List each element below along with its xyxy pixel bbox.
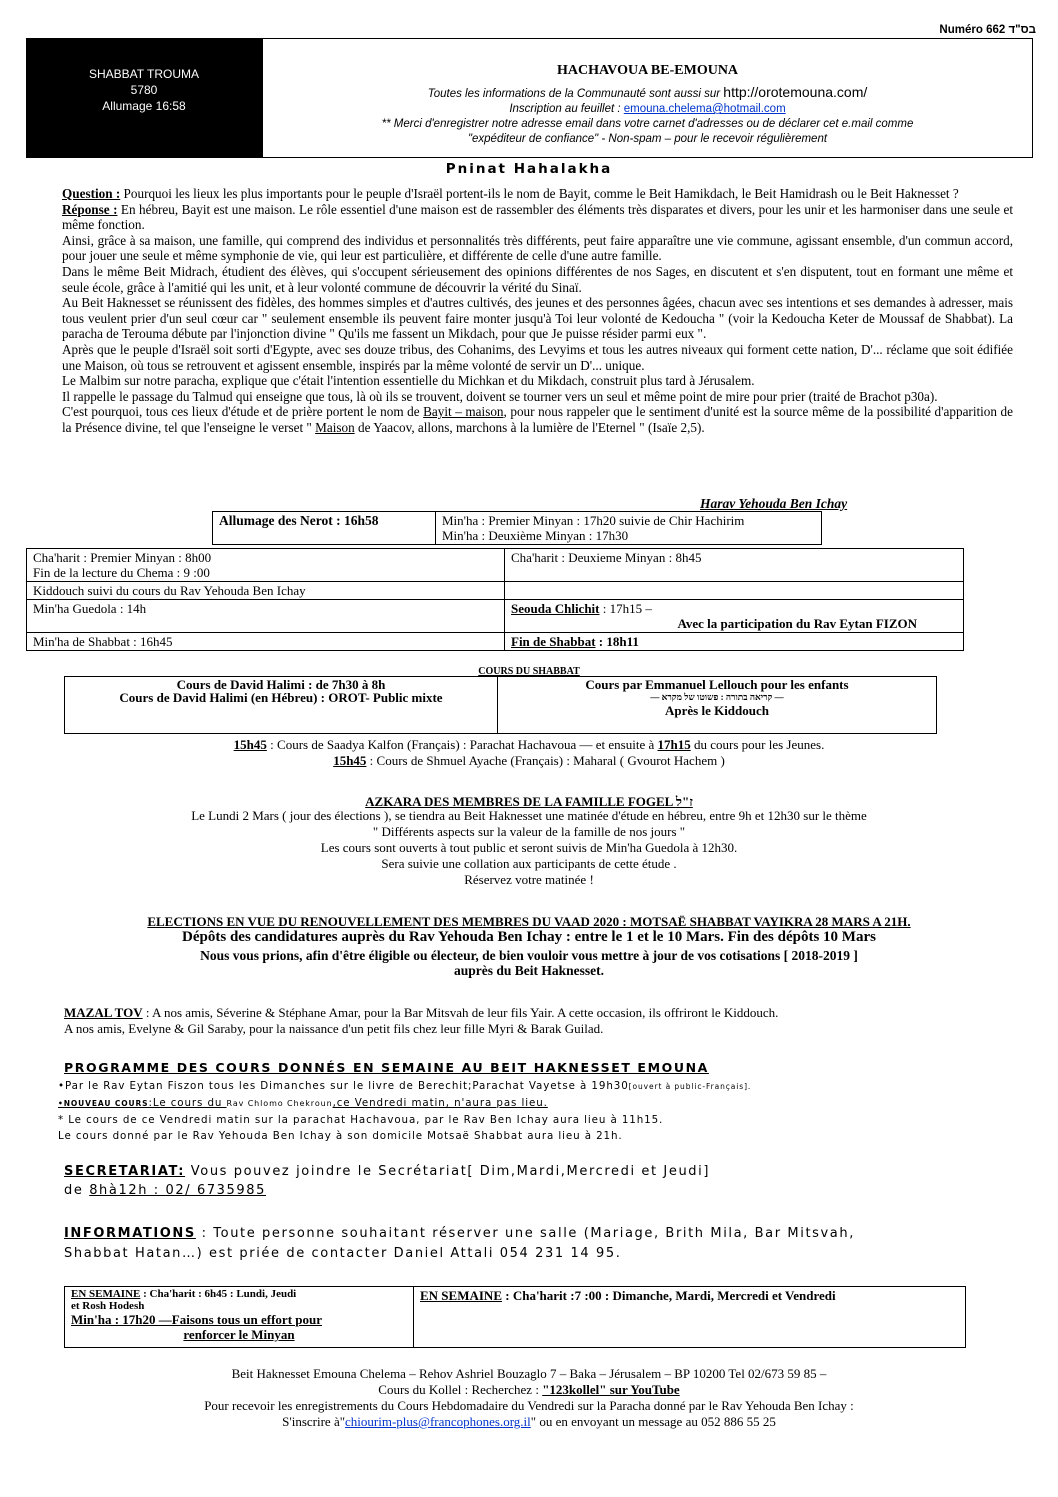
semaine-left: EN SEMAINE : Cha'harit : 6h45 : Lundi, Jeudi et Rosh Hodesh Min'ha : 17h20 ––Faisons tous un effort pour renforcer le Minyan [65,1287,414,1348]
footer-subscribe: S'inscrire à"chiourim-plus@francophones.org.il" ou en envoyant un message au 052 886 55 25 [282,1414,776,1429]
programme-title: PROGRAMME DES COURS DONNÉS EN SEMAINE AU BEIT HAKNESSET EMOUNA [64,1060,709,1075]
header-line-1: Toutes les informations de la Communauté sont aussi sur http://orotemouna.com/ [427,84,868,100]
cours-halimi: Cours de David Halimi : de 7h30 à 8h Cours de David Halimi (en Hébreu) : OROT- Public mixte [65,677,498,734]
secretariat: SECRETARIAT: Vous pouvez joindre le Secrétariat[ Dim,Mardi,Mercredi et Jeudi] de 8hà12h : 02/ 6735985 [64,1164,711,1198]
minha-cell: Min'ha : Premier Minyan : 17h20 suivie de Chir Hachirim Min'ha : Deuxième Minyan : 17h30 [436,512,822,545]
fin-shabbat: Fin de Shabbat : 18h11 [505,633,964,651]
azkara-line: Sera suivie une collation aux participants de cette étude . [381,856,677,871]
programme-item: * Le cours de ce Vendredi matin sur la parachat Hachavoua, par le Rav Ben Ichay aura lieu à 11h15. [58,1114,664,1126]
email-link[interactable]: emouna.chelema@hotmail.com [623,103,786,115]
section-title: Pninat Hahalakha [445,161,613,177]
programme-item: •NOUVEAU COURS:Le cours du Rav Chlomo Chekroun,ce Vendredi matin, n'aura pas lieu. [58,1097,548,1109]
newsletter-title: HACHAVOUA BE-EMOUNA [556,63,739,78]
mazal-tov: MAZAL TOV : A nos amis, Séverine & Stéphane Amar, pour la Bar Mitsvah de leur fils Yair. A cette occasion, ils offriront le Kiddouch. A nos amis, Evelyne & Gil Saraby, pour la naissance d'un petit fils chez leur fille Myri & Barak Guilad. [64,1005,779,1036]
semaine-table [64,1286,966,1348]
issue-number: Numéro 662 בס"ד [939,24,1036,36]
elections-line: Dépôts des candidatures auprès du Rav Yehouda Ben Ichay : entre le 1 et le 10 Mars. Fin des dépôts 10 Mars [182,929,876,945]
cours-lellouch: Cours par Emmanuel Lellouch pour les enfants –– קריאה בתורה : פשוטו של מקרא –– Après le Kiddouch [498,677,937,734]
chaharit-second: Cha'harit : Deuxieme Minyan : 8h45 [505,549,964,582]
article-signature: Harav Yehouda Ben Ichay [700,496,848,511]
question: Question : Pourquoi les lieux les plus importants pour le peuple d'Israël portent-ils le nom de Bayit, comme le Beit Hamikdach, le Beit Hamidrash ou le Beit Haknesset ? [62,186,959,201]
halakha-article [62,186,1013,436]
azkara-line: Le Lundi 2 Mars ( jour des élections ), se tiendra au Beit Haknesset une matinée d'étude en hébreu, entre 9h et 12h30 sur le thème [191,808,867,823]
elections-title: ELECTIONS EN VUE DU RENOUVELLEMENT DES MEMBRES DU VAAD 2020 : MOTSAË SHABBAT VAYIKRA 28 MARS A 21H. [147,914,911,929]
header-box [262,38,1033,158]
youtube-search-link[interactable]: "123kollel" sur YouTube [542,1382,680,1397]
informations: INFORMATIONS : Toute personne souhaitant réserver une salle (Mariage, Brith Mila, Bar Mitsvah, Shabbat Hatan…) est priée de contacter Daniel Attali 054 231 14 95. [64,1226,855,1261]
article-paragraph: Au Beit Haknesset se réunissent des fidèles, des hommes simples et d'autres cultivés, des jeunes et des personnes âgées, chacun avec ses intentions et ses demandes à adresser, mais tous veulent prier d'un seul cœur car " seulement ensemble ils peuvent faire monter jusqu'à Toi leur volonté de Kedoucha " (voir la Kedoucha Keter de Moussaf de Shabbat). La paracha de Terouma débute par l'injonction divine " Qu'ils me fassent un Mikdach, pour que Je puisse résider parmi eux ". [62,295,1013,342]
seouda-chlichit: Seouda Chlichit : 17h15 – Avec la participation du Rav Eytan FIZON [505,600,964,633]
article-paragraph: Le Malbim sur notre paracha, explique que c'était l'intention essentielle du Michkan et du Mikdach, construit plus tard à Jérusalem. [62,373,755,389]
cours-line-kalfon: 15h45 : Cours de Saadya Kalfon (Français) : Parachat Hachavoua –– et ensuite à 17h15 du cours pour les Jeunes. [233,737,825,752]
cours-line-ayache: 15h45 : Cours de Shmuel Ayache (Français) : Maharal ( Gvourot Hachem ) [333,753,725,768]
header-line-4: "expéditeur de confiance" - Non-spam – pour le recevoir régulièrement [467,133,828,145]
article-paragraph: Après que le peuple d'Israël soit sorti d'Egypte, avec ses douze tribus, des Cohanims, des Levyims et tous les autres niveaux qui forment cette nation, D'... réclame que soit édifiée une Maison, où tous se retrouvent et agissent ensemble, inspirés par la même volonté de servir un D'... unique. [62,341,1013,373]
minha-shabbat: Min'ha de Shabbat : 16h45 [27,633,505,651]
article-paragraph: Ainsi, grâce à sa maison, une famille, qui comprend des individus et personnalités très différents, peut faire apparaître une vie commune, agissant ensemble, d'un commun accord, pour jouer une seule et même symphonie de vie, qui leur est particulière, et différente de celle d'une autre famille. [62,232,1013,264]
elections-line: auprès du Beit Haknesset. [453,963,605,978]
azkara-line: " Différents aspects sur la valeur de la famille de nos jours " [372,824,686,839]
allumage-nerot: Allumage des Nerot : 16h58 [213,512,436,545]
azkara-line: Réservez votre matinée ! [464,872,594,887]
nerot-table [212,511,822,545]
semaine-right: EN SEMAINE : Cha'harit :7 :00 : Dimanche, Mardi, Mercredi et Vendredi [414,1287,966,1348]
programme-list [58,1078,1018,1144]
elections-line: Nous vous prions, afin d'être éligible ou électeur, de bien vouloir vous mettre à jour de vos cotisations [ 2018-2019 ] [200,948,858,963]
chiourim-email-link[interactable]: chiourim-plus@francophones.org.il [345,1414,531,1429]
programme-item: Le cours donné par le Rav Yehouda Ben Ichay à son domicile Motsaë Shabbat aura lieu à 21h. [58,1130,623,1142]
footer-address: Beit Haknesset Emouna Chelema – Rehov Ashriel Bouzaglo 7 – Baka – Jérusalem – BP 10200 Tel 02/673 59 85 – [231,1366,827,1381]
programme-item: •Par le Rav Eytan Fiszon tous les Dimanches sur le livre de Berechit;Parachat Vayetse à 19h30[ouvert à public-Français]. [58,1080,752,1092]
shabbat-name: SHABBAT TROUMA [88,67,200,81]
empty-cell [505,582,964,600]
footer-kollel: Cours du Kollel : Recherchez : "123kollel" sur YouTube [378,1382,680,1397]
cours-shabbat-table [64,676,937,734]
kiddouch: Kiddouch suivi du cours du Rav Yehouda Ben Ichay [27,582,505,600]
header-line-3: ** Merci d'enregistrer notre adresse email dans votre carnet d'adresses ou de déclarer cet e.mail comme [381,118,914,130]
article-paragraph: Il rappelle le passage du Talmud qui enseigne que tous, là où ils se trouvent, doivent se tourner vers un seul et même point de mire pour prier (traité de Brachot p30a). [62,388,938,404]
website-link[interactable]: http://orotemouna.com/ [723,84,868,100]
article-paragraph: Dans le même Beit Midrach, étudient des élèves, qui s'occupent sérieusement des opinions différentes de nos Sages, en discutent et s'en disputent, tout en formant une même et seule école, grâce à l'amitié qui les unit, et à leur volonté commune de découvrir la vérité du Sinaï. [62,263,1013,295]
shabbat-info-box [26,38,262,158]
footer-recordings: Pour recevoir les enregistrements du Cours Hebdomadaire du Vendredi sur la Paracha donné par le Rav Yehouda Ben Ichay : [204,1398,854,1413]
chaharit-first: Cha'harit : Premier Minyan : 8h00 Fin de la lecture du Chema : 9 :00 [27,549,505,582]
allumage-time: Allumage 16:58 [102,99,186,113]
azkara-title: AZKARA DES MEMBRES DE LA FAMILLE FOGEL ז"ל [365,794,693,809]
shabbat-schedule-table [26,548,964,651]
cours-shabbat-title: COURS DU SHABBAT [478,666,580,677]
article-paragraph: C'est pourquoi, tous ces lieux d'étude et de prière portent le nom de Bayit – maison, pour nous rappeler que le sentiment d'unité est la source même de la possibilité d'apparition de la Présence divine, tel que l'enseigne le verset " Maison de Yaacov, allons, marchons à la lumière de l'Eternel " (Isaïe 2,5). [62,404,1013,435]
hebrew-year: 5780 [130,83,158,97]
answer: Réponse : En hébreu, Bayit est une maison. Le rôle essentiel d'une maison est de rassembler des éléments très disparates et divers, pour les unir et les harmoniser dans une seule et même fonction. [62,201,1013,233]
header-line-2: Inscription au feuillet : emouna.chelema@hotmail.com [509,103,786,115]
minha-guedola: Min'ha Guedola : 14h [27,600,505,633]
azkara-line: Les cours sont ouverts à tout public et seront suivis de Min'ha Guedola à 12h30. [320,840,738,855]
